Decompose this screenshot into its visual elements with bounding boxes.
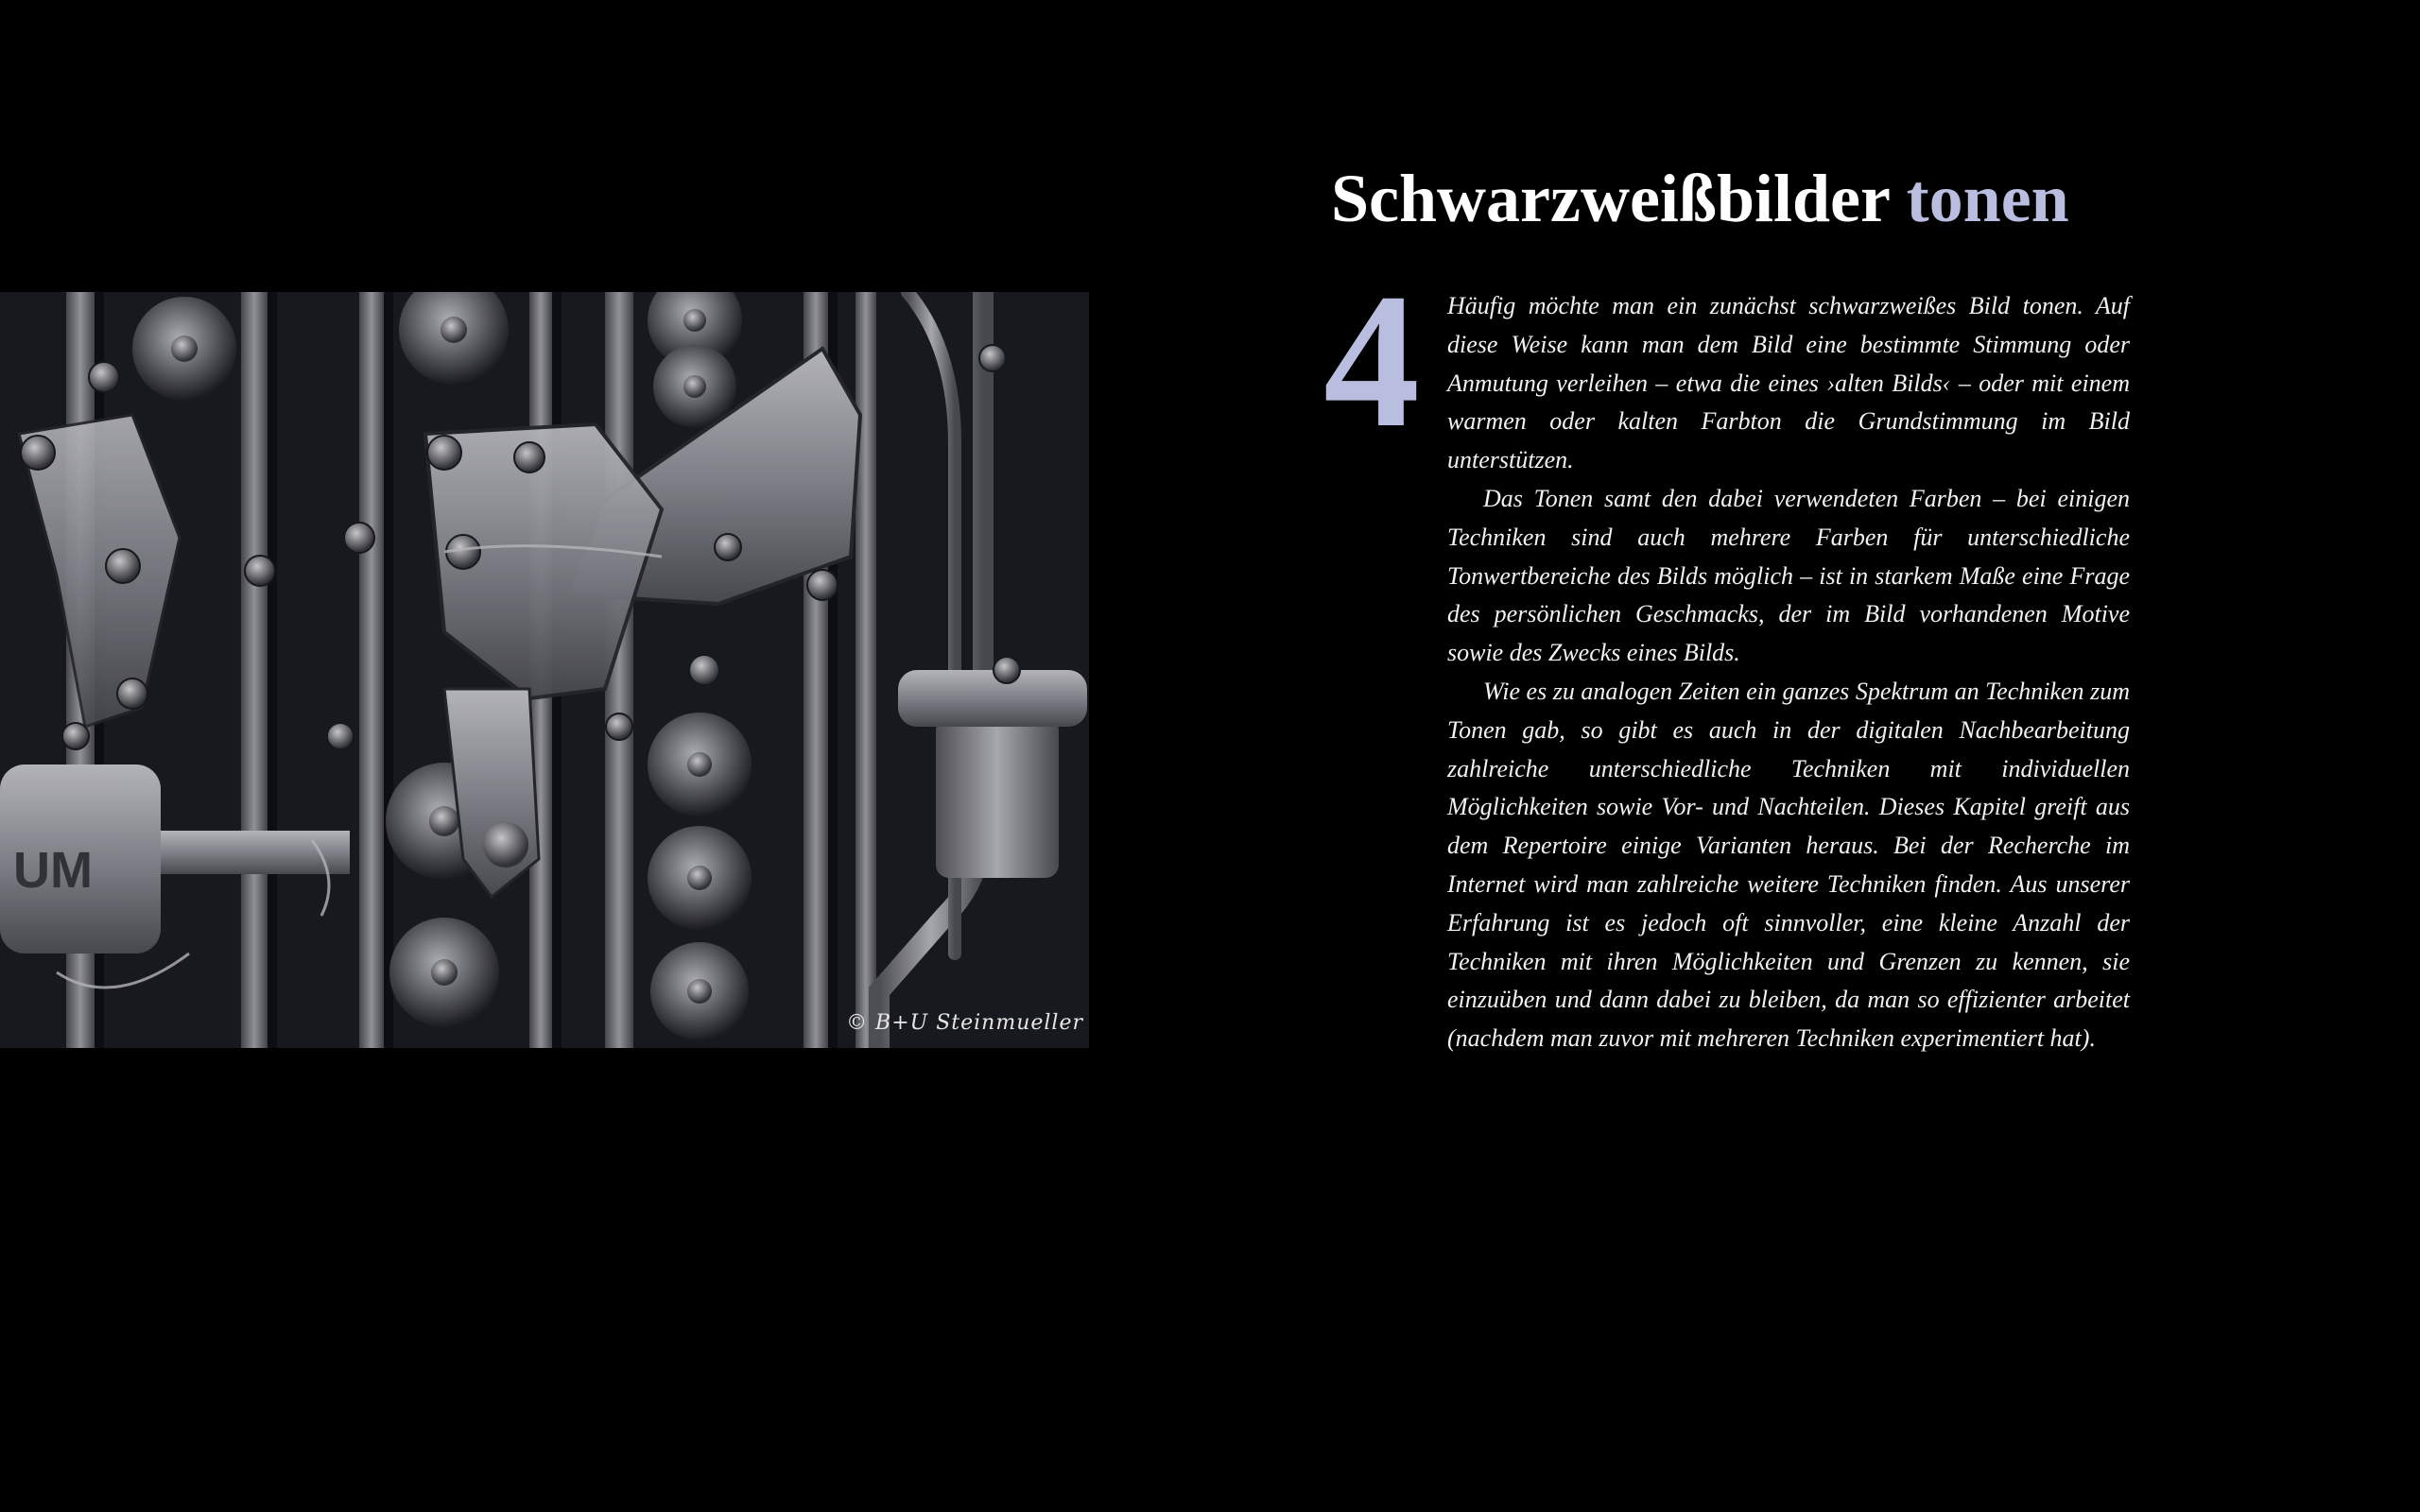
chapter-title (1331, 156, 2182, 241)
body-text (1447, 287, 2130, 1058)
chapter-title-accent: tonen (1906, 161, 2069, 236)
engine-illustration (0, 292, 1089, 1048)
paragraph-2: Das Tonen samt den dabei verwendeten Farben – bei einigen Techniken sind auch mehrere Farben für unterschiedliche Tonwertbereiche des Bilds möglich – ist in starkem Maße eine Frage des persönlichen Geschmacks, der im Bild vorhandenen Motive sowie des Zwecks eines Bilds. (1447, 484, 2130, 667)
chapter-title-main: Schwarzweißbilder (1331, 161, 1890, 236)
engine-photo (0, 292, 1089, 1048)
stamp-text: UM (13, 842, 93, 899)
chapter-number: 4 (1323, 254, 1420, 468)
photo-credit: © B+U Steinmueller (846, 1011, 1083, 1035)
paragraph-3: Wie es zu analogen Zeiten ein ganzes Spektrum an Techniken zum Tonen gab, so gibt es auch in der digitalen Nachbearbeitung zahlreiche unterschiedliche Techniken mit individuellen Möglichkeiten sowie Vor- und Nachteilen. Dieses Kapitel greift aus dem Repertoire einige Varianten heraus. Bei der Recherche im Internet wird man zahlreiche weitere Techniken finden. Aus unserer Erfahrung ist es jedoch oft sinnvoller, eine kleine Anzahl der Techniken mit ihren Möglichkeiten und Grenzen zu kennen, sie einzuüben und dann dabei zu bleiben, da man so effizienter arbeitet (nachdem man zuvor mit mehreren Techniken experimentiert hat). (1447, 677, 2130, 1053)
paragraph-1: Häufig möchte man ein zunächst schwarzweißes Bild tonen. Auf diese Weise kann man dem Bild eine bestimmte Stimmung oder Anmutung verleihen – etwa die eines ›alten Bilds‹ – oder mit einem warmen oder kalten Farbton die Grundstimmung im Bild unterstützen. (1447, 292, 2130, 474)
